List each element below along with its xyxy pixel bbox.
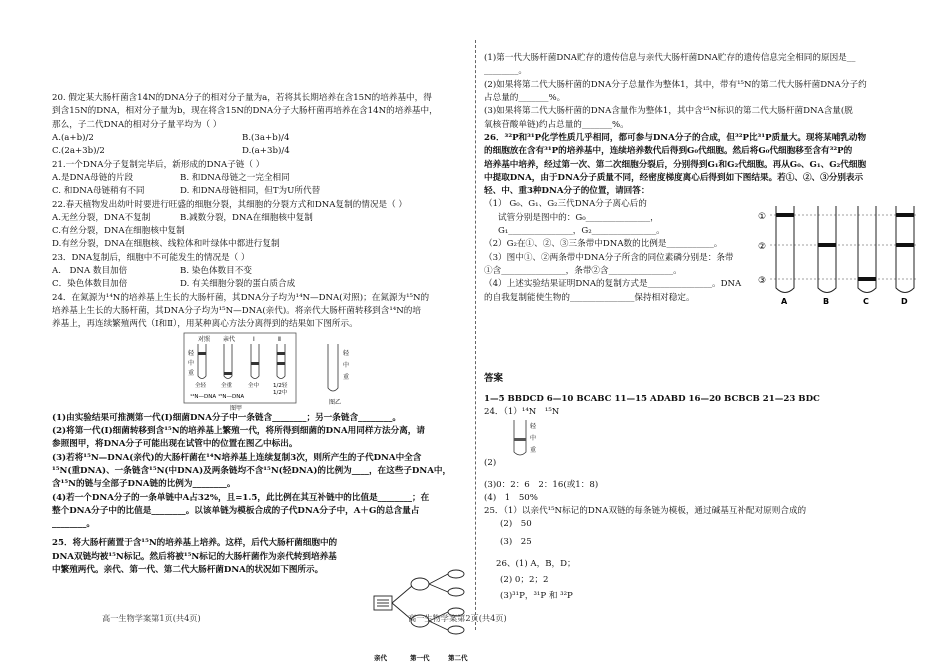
gen2-dna [448,626,464,634]
band-mark-2: ② [758,242,767,252]
fig-band-heavy: 重 [188,369,195,377]
tube-letter-a: A [781,297,788,306]
fig-band-light: 轻 [188,349,195,357]
q20-line: 到含15N的DNA，相对分子量为b，现在将含15N的DNA分子大肠杆菌再培养在含14N的培养基中， [52,106,438,117]
answer-26-3: (3)³¹P，³¹P 和 ³²P [500,591,573,601]
answer-24-2: (2) [484,458,497,468]
tube-b [818,206,836,293]
q22-option-b: B.减数分裂，DNA在细胞核中复制 [180,212,313,223]
band-mark-1: ① [758,212,767,222]
footer-left: 高一生物学案第1页(共4页) [102,613,201,623]
tube-gen2 [277,344,285,379]
q23-option-c: C．染色体数目加倍 [52,279,128,290]
band-d-middle [896,243,914,247]
fig-b-band-light: 轻 [343,349,350,357]
tube-sublabel-15n: ¹⁵N—DNA [218,393,245,400]
q21-option-a: A.是DNA母链的片段 [52,172,134,183]
q26-line: 中提取DNA，由于DNA分子质量不同，经密度梯度离心后得到如下图结果。若①、②、③分别表示 [484,172,864,183]
tube-label-all-middle: 全中 [248,382,260,389]
q20-option-d: D.(a+3b)/4 [242,146,290,157]
question-22 [52,199,474,252]
tube-label-all-light: 全轻 [195,382,207,389]
band-b-middle [818,243,836,247]
q26-sub: 试管分别是图中的：G₀_______________， [498,212,659,223]
q22-stem: 22.春天植物发出幼叶时要进行旺盛的细胞分裂，其细胞的分裂方式和DNA复制的情况是（ ） [52,199,407,210]
tube-label-half-light: 1/2轻 [273,382,288,389]
answer-25-1: 25．（1）以亲代¹⁵N标记的DNA双链的每条链为模板，通过碱基互补配对原则合成的 [484,506,807,516]
q20-option-a: A.(a+b)/2 [52,132,94,143]
question-21 [52,159,474,199]
q24-sub: (4)若一个DNA分子的一条单链中A占32%，且=1.5，此比例在其互补链中的比值是________；在 [52,492,430,503]
q24-sub: 含¹⁵N的链与全部子DNA链的比例为________。 [52,479,236,490]
q20-option-c: C.(2a+3b)/2 [52,146,105,157]
question-24 [52,292,474,532]
tube-d [896,206,914,293]
q24-line: 培养基上生长的大肠杆菌，其DNA分子均为¹⁵N—DNA(亲代)。将亲代大肠杆菌转移到含¹⁴N的培 [52,306,421,316]
q25-line: 中繁殖两代。亲代、第一代、第二代大肠杆菌DNA的状况如下图所示。 [52,565,324,576]
answer-26-2: (2) 0；2；2 [500,575,549,585]
q25-sub: (3)如果将第二代大肠杆菌的DNA含量作为整体1，其中含¹⁵N标识的第二代大肠杆菌DNA含量(脱 [484,106,853,117]
question-20 [52,92,474,159]
q25-sub: (2)如果将第二代大肠杆菌的DNA分子总量作为整体1，其中，带有¹⁵N的第二代大肠杆菌DNA分子约 [484,79,867,90]
fig-header-parent: 亲代 [223,335,236,343]
q26-sub: ①含_______________，条带②含_______________。 [484,266,682,276]
q24-sub: ________。 [52,519,95,530]
answer-tube-light: 轻 [530,423,537,430]
q24-figure [52,332,474,412]
q26-sub: （4）上述实验结果证明DNA的复制方式是_______________。DNA [484,279,742,290]
q22-option-a: A.无丝分裂，DNA不复制 [52,212,151,223]
q24-sub: (1)由实验结果可推测第一代(Ⅰ)细菌DNA分子中一条链含________；另一条链含________。 [52,412,402,423]
tube-label-half-middle: 1/2中 [273,389,288,396]
column-divider [475,40,476,630]
fig-caption-b: 图乙 [329,398,342,406]
tree-label-gen1: 第一代 [410,654,430,662]
q21-option-c: C. 和DNA母链稍有不同 [52,186,145,197]
q24-sub: (2)将第一代(Ⅰ)细菌转移到含¹⁵N的培养基上繁殖一代，将所得到细菌的DNA用同样方法分离，请 [52,425,425,436]
tube-label-all-heavy: 全重 [221,382,233,389]
q22-option-d: D.有丝分裂，DNA在细胞核、线粒体和叶绿体中都进行复制 [52,239,280,250]
q23-stem: 23．DNA复制后，细胞中不可能发生的情况是（ ） [52,252,250,263]
q26-sub: （2）G₂在①、②、③三条带中DNA数的比例是___________。 [484,239,723,250]
band-gen1-middle [251,362,259,365]
q21-option-b: B. 和DNA母链之一完全相同 [180,172,290,183]
answer-tube-band [514,438,526,441]
q25-sub: ________。 [484,66,527,77]
question-23 [52,252,474,292]
q23-option-b: B. 染色体数目不变 [180,266,252,277]
q26-sub: （1） G₀、G₁、G₂三代DNA分子离心后的 [484,199,647,210]
q22-option-c: C.有丝分裂，DNA在细胞核中复制 [52,226,185,237]
q25-subquestions [484,52,914,132]
fig-band-middle: 中 [188,359,195,367]
tube-sublabel-14n: ¹⁴N—DNA [190,393,217,400]
footer-right: 高一生物学案第2页(共4页) [408,613,507,623]
answer-24-3: (3)0：2：6 2：16(或1：8) [484,480,599,490]
q21-option-d: D. 和DNA母链相同，但T为U所代替 [180,186,321,197]
fig-caption-a: 图甲 [230,404,243,412]
tube-letter-c: C [863,297,869,306]
q21-stem: 21.一个DNA分子复制完毕后，新形成的DNA子链（ ） [52,159,265,170]
q26-sub: G₁_______________，G₂_______________。 [498,226,665,237]
q26-line: 26．³²P和³¹P化学性质几乎相同，都可参与DNA分子的合成，但³²P比³¹P质量大。现将某哺乳动物 [484,132,867,143]
answer-tube [514,420,526,455]
fig-header-control: 对照 [198,335,211,343]
gen2-dna [448,588,464,596]
q25-sub: (1)第一代大肠杆菌DNA贮存的遗传信息与亲代大肠杆菌DNA贮存的遗传信息完全相同的原因是__ [484,53,856,63]
q25-sub: 氧核苷酸单链)约占总量的_______%。 [484,119,629,130]
answer-25-3: (3) 25 [500,537,532,547]
band-gen2-middle [277,362,285,365]
tube-control [198,344,206,379]
q24-sub: ¹⁵N(重DNA)、一条链含¹⁵N(中DNA)及两条链均不含¹⁵N(轻DNA)的比例为____，在这些子DNA中， [52,465,452,476]
answer-tube-heavy: 重 [530,447,537,454]
tube-letter-b: B [823,297,830,306]
q25-line: 25．将大肠杆菌置于含¹⁵N的培养基上培养。这样，后代大肠杆菌细胞中的 [52,538,338,549]
band-parent-heavy [224,372,232,375]
q26-line: 培养基中培养，经过第一次、第二次细胞分裂后，分别得到G₁和G₂代细胞。再从G₀、G₁、G₂代细胞 [484,159,867,170]
tree-label-gen2: 第二代 [448,654,468,662]
q24-sub: 参照图甲，将DNA分子可能出现在试管中的位置在图乙中标出。 [52,439,298,450]
q26-line: 的细胞放在含有³¹P的培养基中，连续培养数代后得到G₀代细胞。然后将G₀代细胞移至含有³²P的 [484,146,853,157]
q20-line: 20. 假定某大肠杆菌含14N的DNA分子的相对分子量为a，若将其长期培养在含15N的培养基中，得 [52,93,432,103]
q25-sub: 占总量的_______%。 [484,92,566,103]
q24-line: 养基上，再连续繁殖两代（Ⅰ和Ⅱ），用某种离心方法分离得到的结果如下图所示。 [52,319,358,330]
fig-header-gen2: Ⅱ [278,335,281,343]
q25-line: DNA双链均被¹⁵N标记。然后将被¹⁵N标记的大肠杆菌作为亲代转到培养基 [52,551,337,562]
answer-24-4: (4) 1 50% [484,493,538,503]
answers-title: 答案 [484,373,504,384]
tube-fig-b [328,344,338,391]
fig-b-band-middle: 中 [343,361,350,369]
q26-sub: 的自我复制能使生物的_______________保持相对稳定。 [484,292,695,303]
q20-line: 那么，子二代DNA的相对分子量平均为（ ） [52,119,222,130]
answer-24-head: 24．（1）¹⁴N ¹⁵N [484,407,560,417]
band-gen2-light [277,352,285,355]
band-d-light [896,213,914,217]
fig-header-gen1: Ⅰ [253,335,255,343]
answer-25-2: (2) 50 [500,519,532,529]
q24-sub: 整个DNA分子中的比值是________。以该单链为模板合成的子代DNA分子中，A＋G的总含量占 [52,505,420,516]
tree-label-parent: 亲代 [374,654,387,662]
q26-tubes-figure [756,202,926,306]
q23-option-a: A. DNA 数目加倍 [52,266,128,277]
q24-line: 24．在氮源为¹⁴N的培养基上生长的大肠杆菌，其DNA分子均为¹⁴N—DNA(对照)；在氮源为¹⁵N的 [52,292,430,303]
tube-gen1 [251,344,259,379]
answers-key: 1—5 BBDCD 6—10 BCABC 11—15 ADABD 16—20 BCBCB 21—23 BDC [484,394,820,404]
q20-option-b: B.(3a+b)/4 [242,132,290,143]
left-column [52,92,474,577]
answer-24-tube [510,418,570,460]
answer-26-1: 26、(1) A，B，D； [496,559,576,569]
band-a-light [776,213,794,217]
band-control-light [198,352,206,355]
band-c-heavy [858,277,876,281]
q26-line: 轻、中、重3种DNA分子的位置，请回答： [484,186,650,197]
q24-sub: (3)若将¹⁵N—DNA(亲代)的大肠杆菌在¹⁴N培养基上连续复制3次，则所产生的子代DNA中全含 [52,452,422,463]
answer-tube-middle: 中 [530,435,537,442]
tube-a [776,206,794,293]
gen2-dna [448,570,464,578]
band-mark-3: ③ [758,276,767,286]
gen1-dna-a [411,578,429,590]
fig-b-band-heavy: 重 [343,373,350,381]
q23-option-d: D. 有关细胞分裂的蛋白质合成 [180,279,296,290]
q26-sub: （3）图中①、②两条带中DNA分子所含的同位素磷分别是：条带 [484,252,734,263]
tube-letter-d: D [901,297,908,306]
